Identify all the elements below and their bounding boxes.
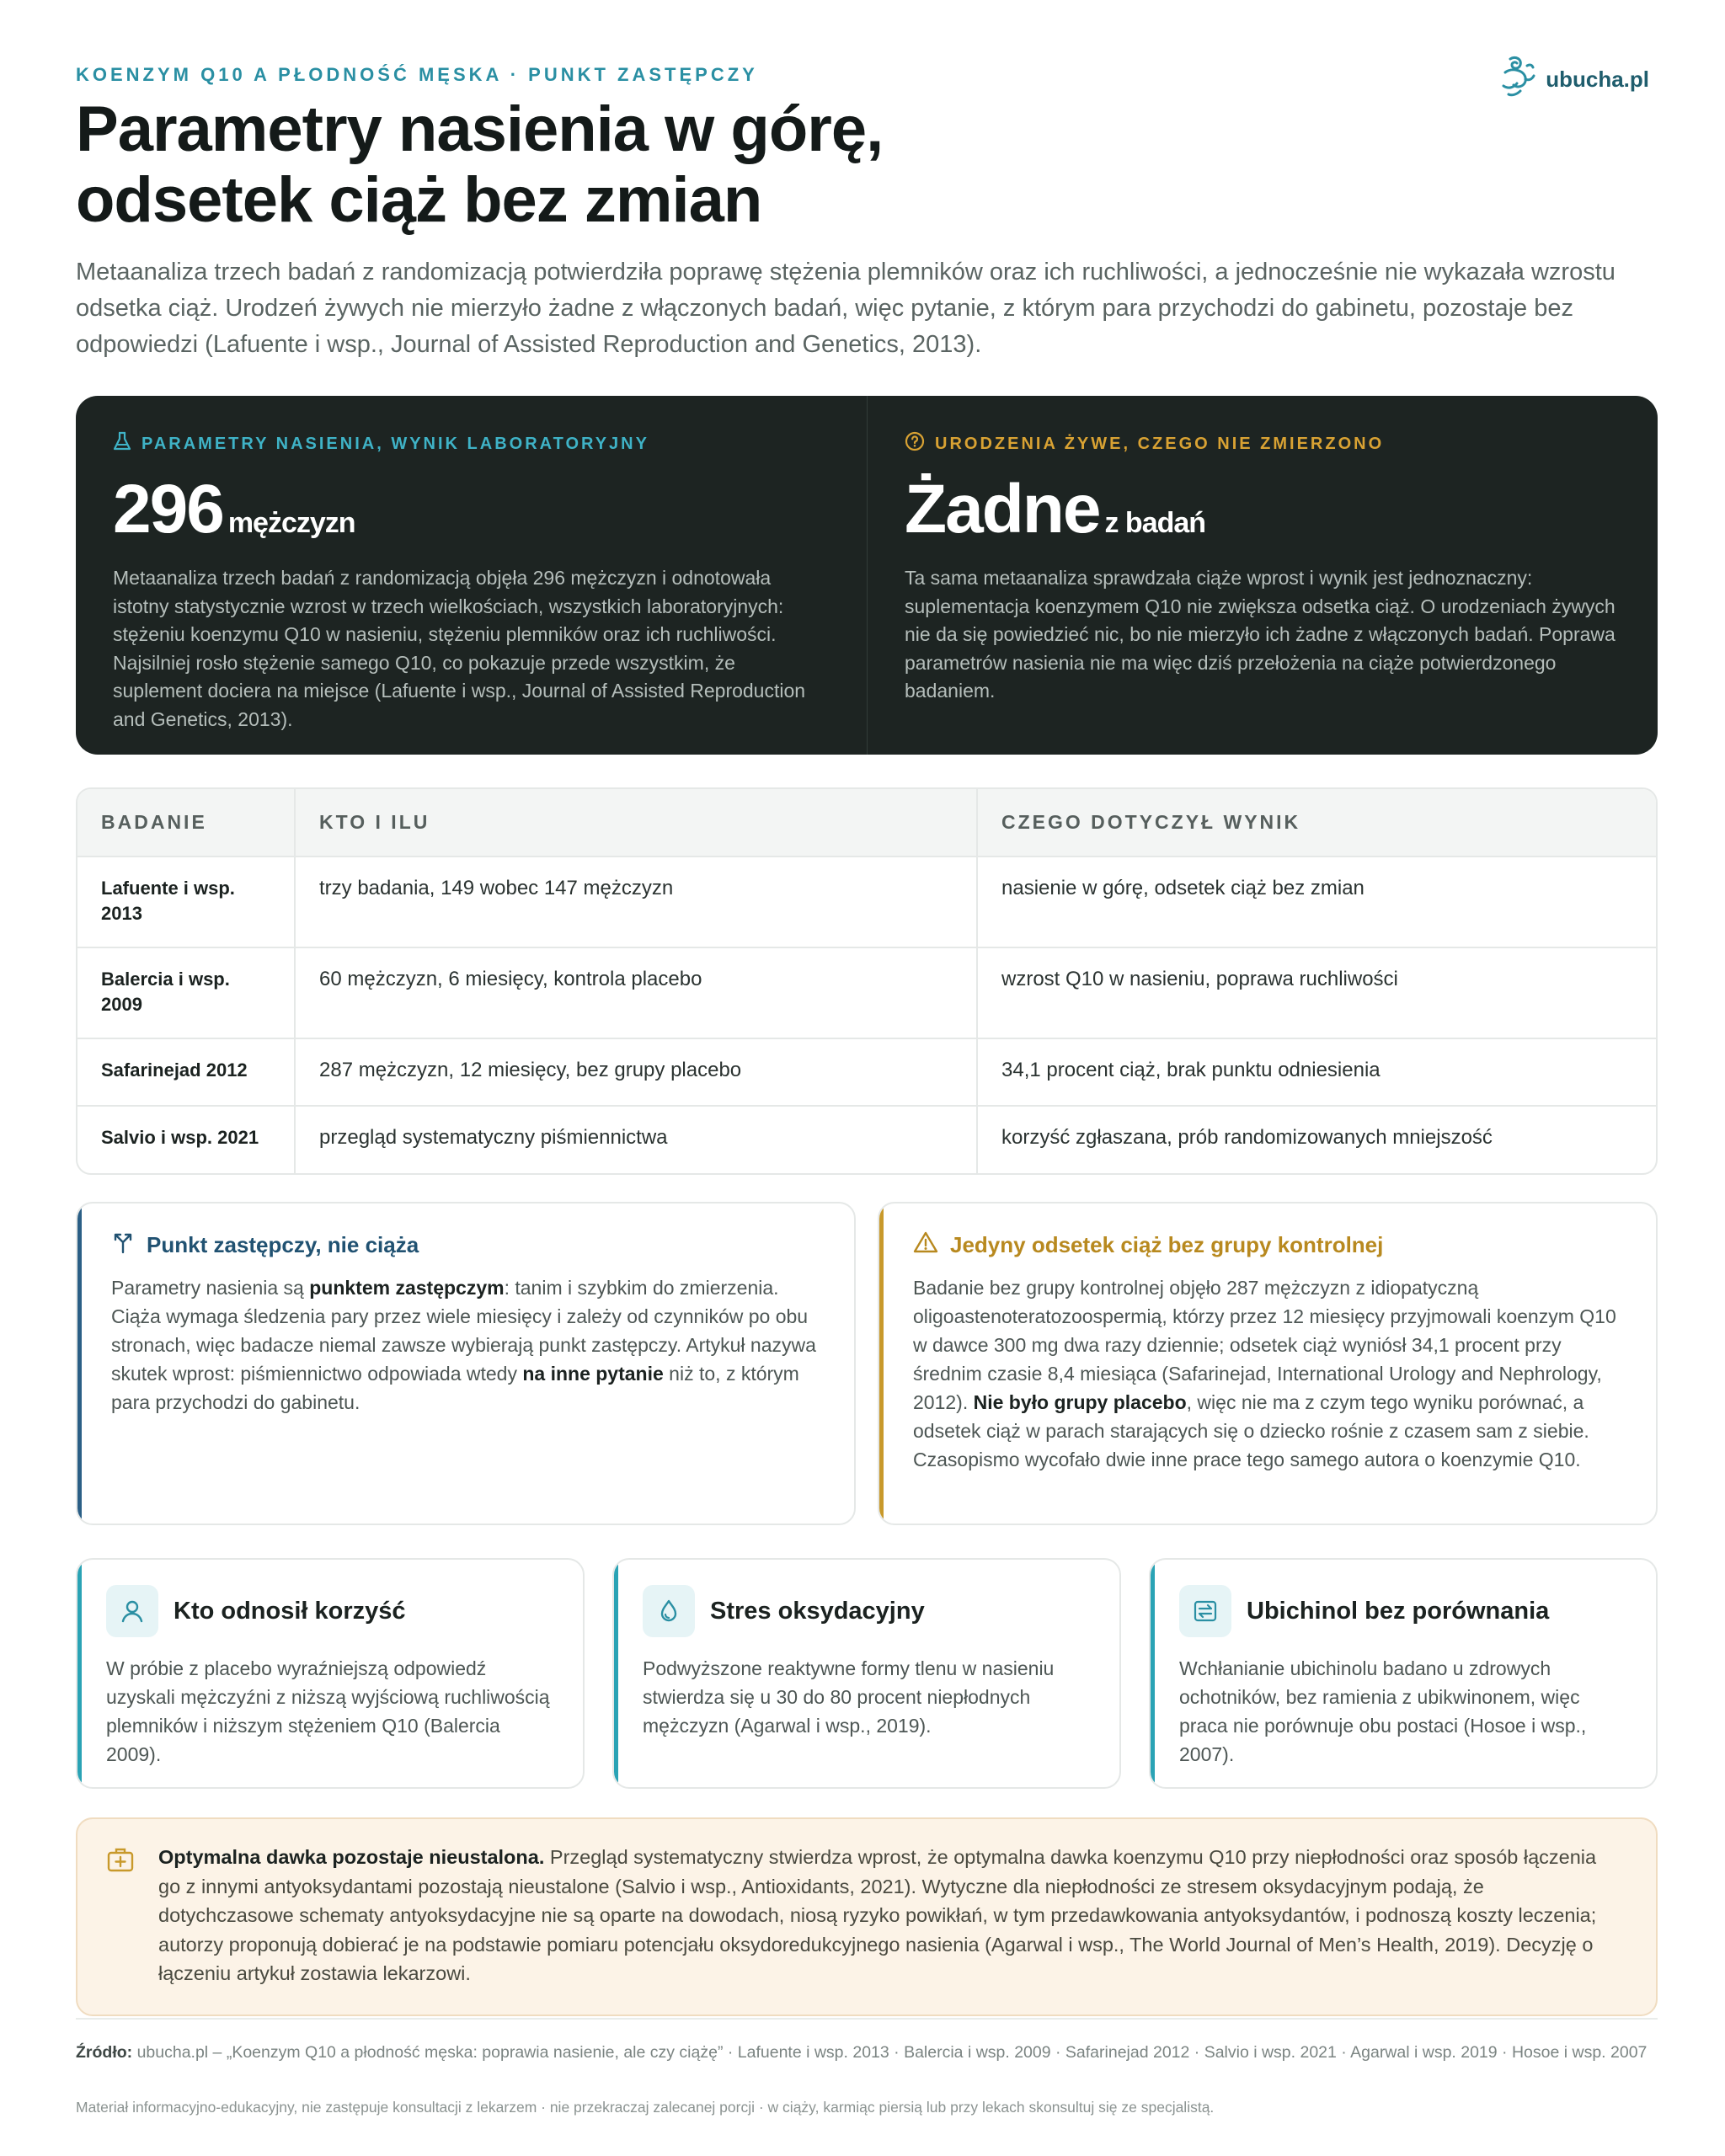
table-row [77, 1038, 1656, 1106]
single-pregnancy-rate-callout [878, 1202, 1658, 1525]
live-births-label [905, 431, 1621, 456]
warning-triangle-icon [913, 1230, 938, 1260]
callout-title: Punkt zastępczy, nie ciąża [147, 1232, 419, 1257]
callout-heading [913, 1230, 1626, 1260]
text-emphasis: Nie było grupy placebo [973, 1391, 1187, 1413]
table-cell-who: trzy badania, 149 wobec 147 mężczyzn [295, 857, 977, 947]
studies-table [76, 787, 1658, 1175]
logo-text: ubucha.pl [1546, 67, 1649, 92]
stat-word: Żadne [905, 471, 1100, 547]
stat-none [905, 471, 1621, 547]
column-header-study: BADANIE [77, 789, 295, 857]
title-line-1: Parametry nasienia w górę, [76, 93, 884, 165]
swap-arrows-icon [1179, 1585, 1231, 1637]
note-text-run: Przegląd systematyczny stwierdza wprost, że optymalna dawka koenzymu Q10 przy niepłodności oraz sposób łączenia go z innymi antyoksydantami pozostają nieustalone (Salvio i wsp., Antioxidants, 2021). Wytyczne dla niepłodności ze stresem oksydacyjnym podają, że dotychczasowe schematy antyoksydacyjne nie są oparte na dowodach, niosą ryzyko powikłań, w tym przedawkowania antyoksydantów, i podnoszą koszty leczenia; autorzy proponują dobierać je na podstawie pomiaru potencjału oksydoredukcyjnego nasienia (Agarwal i wsp., The World Journal of Men’s Health, 2019). Decyzję o łączeniu artykuł zostawia lekarzowi. [158, 1846, 1597, 1984]
card-ubiquinol [1149, 1558, 1658, 1789]
text-run: : tanim i szybkim do zmierzenia. Ciąża wymaga śledzenia pary przez wiele miesięcy i zależy od czynników po obu stronach, więc badacze niemal zawsze wybierają punkt zastępczy. Artykuł nazywa skutek wprost: piśmiennictwo odpowiada wtedy [111, 1277, 816, 1385]
semen-parameters-column [76, 396, 867, 755]
page-title [76, 94, 1255, 236]
table-cell-study: Balercia i wsp. 2009 [77, 947, 295, 1038]
question-circle-icon [905, 431, 925, 456]
stat-296 [113, 471, 830, 547]
table-cell-result: nasienie w górę, odsetek ciąż bez zmian [977, 857, 1656, 947]
table-cell-study: Salvio i wsp. 2021 [77, 1106, 295, 1173]
live-births-label-text: URODZENIA ŻYWE, CZEGO NIE ZMIERZONO [935, 434, 1385, 453]
flask-icon [113, 431, 131, 456]
card-text: Wchłanianie ubichinolu badano u zdrowych ochotników, bez ramienia z ubikwinonem, więc praca nie porównuje obu postaci (Hosoe i wsp., 2007). [1179, 1657, 1587, 1765]
text-run: , więc nie ma z czym tego wyniku porównać, a odsetek ciąż w parach starających się o dziecko rośnie z czasem sam z siebie. Czasopismo wycofało dwie inne prace tego samego autora o koenzymie Q10. [913, 1391, 1589, 1470]
card-heading [643, 1585, 1091, 1637]
surrogate-endpoint-callout [76, 1202, 856, 1525]
disclaimer: Materiał informacyjno-edukacyjny, nie zastępuje konsultacji z lekarzem · nie przekraczaj zalecanej porcji · w ciąży, karmiąc piersią lub przy lekach skonsultuj się ze specjalistą. [76, 2099, 1215, 2116]
callout-title: Jedyny odsetek ciąż bez grupy kontrolnej [950, 1232, 1384, 1257]
stat-number: 296 [113, 471, 223, 547]
card-who-benefited [76, 1558, 585, 1789]
table-cell-who: przegląd systematyczny piśmiennictwa [295, 1106, 977, 1173]
semen-parameters-text: Metaanaliza trzech badań z randomizacją objęła 296 mężczyzn i odnotowała istotny statystycznie wzrost w trzech wielkościach, wszystkich laboratoryjnych: stężeniu koenzymu Q10 w nasieniu, stężeniu plemników oraz ich ruchliwości. Najsilniej rosło stężenie samego Q10, co pokazuje przede wszystkim, że suplement dociera na miejsce (Lafuente i wsp., Journal of Assisted Reproduction and Genetics, 2013). [113, 567, 806, 730]
stat-word-unit: z badań [1104, 507, 1206, 539]
table-cell-who: 287 mężczyzn, 12 miesięcy, bez grupy placebo [295, 1038, 977, 1106]
card-title: Stres oksydacyjny [710, 1597, 925, 1625]
source-text: ubucha.pl – „Koenzym Q10 a płodność męska: poprawia nasienie, ale czy ciążę” · Lafuente i wsp. 2013 · Balercia i wsp. 2009 · Safarinejad 2012 · Salvio i wsp. 2021 · Agarwal i wsp. 2019 · Hosoe i wsp. 2007 [132, 2043, 1648, 2062]
live-births-column [867, 396, 1658, 755]
callout-text [913, 1273, 1626, 1474]
table-cell-result: 34,1 procent ciąż, brak punktu odniesienia [977, 1038, 1656, 1106]
eyebrow-label: KOENZYM Q10 A PŁODNOŚĆ MĘSKA · PUNKT ZASTĘPCZY [76, 64, 758, 85]
table-row [77, 857, 1656, 947]
semen-parameters-label [113, 431, 830, 456]
summary-panel [76, 396, 1658, 755]
column-header-result: CZEGO DOTYCZYŁ WYNIK [977, 789, 1656, 857]
source-label: Źródło: [76, 2043, 133, 2062]
droplet-icon [643, 1585, 695, 1637]
table-cell-result: korzyść zgłaszana, prób randomizowanych mniejszość [977, 1106, 1656, 1173]
text-run: Parametry nasienia są [111, 1277, 310, 1299]
callout-heading [111, 1230, 824, 1260]
text-emphasis: punktem zastępczym [309, 1277, 505, 1299]
user-icon [106, 1585, 158, 1637]
card-heading [1179, 1585, 1627, 1637]
card-text: Podwyższone reaktywne formy tlenu w nasieniu stwierdza się u 30 do 80 procent niepłodnych mężczyzn (Agarwal i wsp., 2019). [643, 1657, 1055, 1737]
callout-text [111, 1273, 824, 1417]
stat-unit: mężczyzn [227, 507, 355, 539]
text-run: niż to, z którym para przychodzi do gabinetu. [111, 1363, 799, 1413]
lead-paragraph: Metaanaliza trzech badań z randomizacją potwierdziła poprawę stężenia plemników oraz ich ruchliwości, a jednocześnie nie wykazała wzrostu odsetka ciąż. Urodzeń żywych nie mierzyło żadne z włączonych badań, więc pytanie, z którym para przychodzi do gabinetu, pozostaje bez odpowiedzi (Lafuente i wsp., Journal of Assisted Reproduction and Genetics, 2013). [76, 259, 1616, 358]
column-header-who: KTO I ILU [295, 789, 977, 857]
card-title: Ubichinol bez porównania [1247, 1597, 1550, 1625]
card-title: Kto odnosił korzyść [174, 1597, 406, 1625]
table-row [77, 947, 1656, 1038]
semen-parameters-label-text: PARAMETRY NASIENIA, WYNIK LABORATORYJNY [142, 434, 649, 453]
dosage-note-text [158, 1843, 1622, 1988]
card-oxidative-stress [612, 1558, 1121, 1789]
medical-kit-icon [106, 1846, 135, 1877]
table-cell-who: 60 mężczyzn, 6 miesięcy, kontrola placebo [295, 947, 977, 1038]
table-cell-study: Lafuente i wsp. 2013 [101, 878, 235, 924]
text-run: Badanie bez grupy kontrolnej objęło 287 mężczyzn z idiopatyczną oligoastenoteratozoospermią, którzy przez 12 miesięcy przyjmowali koenzym Q10 w dawce 300 mg dwa razy dziennie; odsetek ciąż wyniósł 34,1 procent przy średnim czasie 8,4 miesiąca (Safarinejad, International Urology and Nephrology, 2012). [913, 1277, 1616, 1413]
table-cell-study: Safarinejad 2012 [77, 1038, 295, 1106]
table-cell-result: wzrost Q10 w nasieniu, poprawa ruchliwości [977, 947, 1656, 1038]
note-heading: Optymalna dawka pozostaje nieustalona. [158, 1846, 545, 1868]
card-text: W próbie z placebo wyraźniejszą odpowiedź uzyskali mężczyźni z niższą wyjściową ruchliwością plemników i niższym stężeniem Q10 (Balercia 2009). [106, 1657, 550, 1765]
table-header-row [77, 789, 1656, 857]
split-arrows-icon [111, 1230, 135, 1260]
source-line [76, 2041, 1658, 2064]
footer-divider [76, 2018, 1658, 2020]
site-logo[interactable] [1498, 54, 1649, 105]
table-row [77, 1106, 1656, 1173]
title-line-2: odsetek ciąż bez zmian [76, 164, 762, 236]
text-emphasis: na inne pytanie [522, 1363, 664, 1385]
wave-logo-icon [1498, 54, 1537, 105]
dosage-note [76, 1817, 1658, 2016]
card-heading [106, 1585, 554, 1637]
live-births-text: Ta sama metaanaliza sprawdzała ciąże wprost i wynik jest jednoznaczny: suplementacja koenzymem Q10 nie zwiększa odsetka ciąż. O urodzeniach żywych nie da się powiedzieć nic, bo nie mierzyło ich żadne z włączonych badań. Poprawa parametrów nasienia nie ma więc dziś przełożenia na ciąże potwierdzonego badaniem. [905, 567, 1616, 702]
